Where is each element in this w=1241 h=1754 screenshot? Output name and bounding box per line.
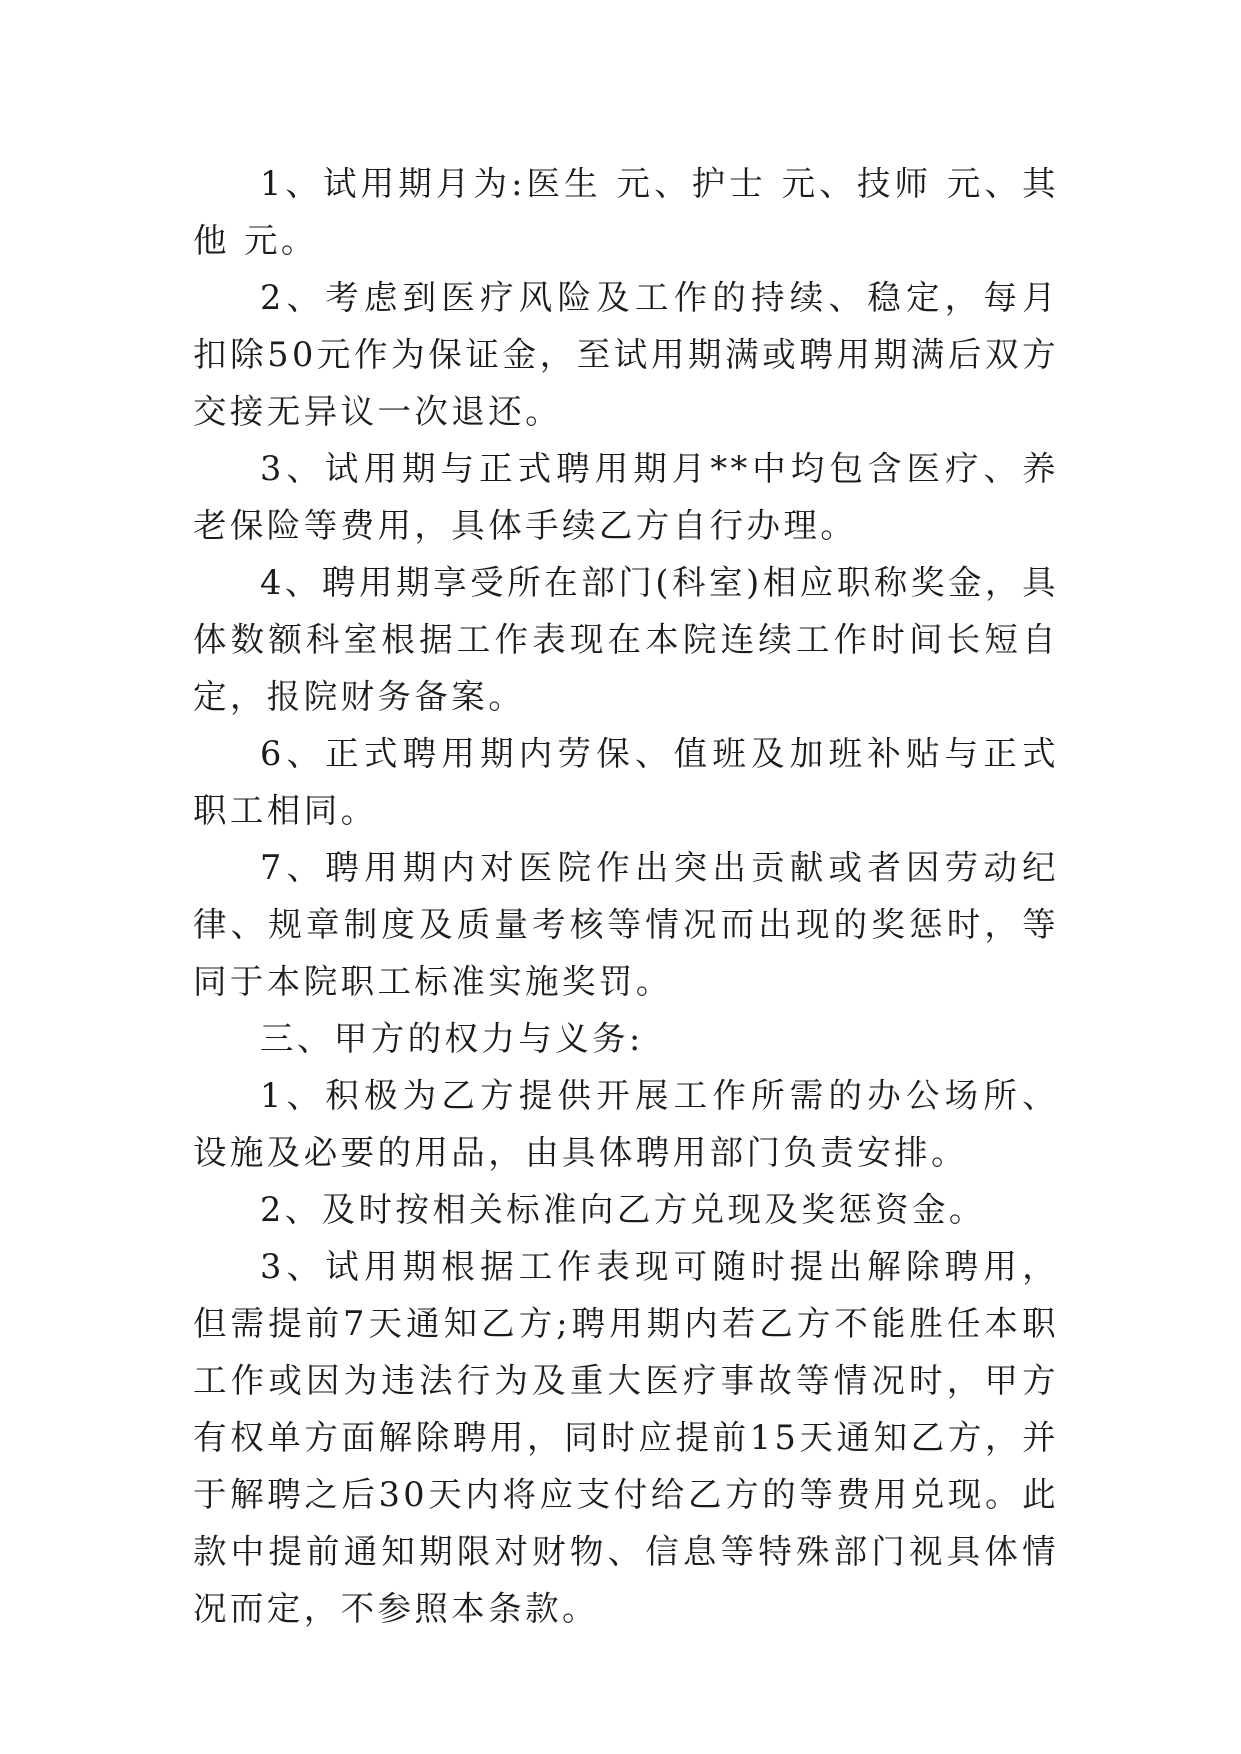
- document-body: [193, 155, 1059, 1637]
- paragraph-bonus: 4、聘用期享受所在部门(科室)相应职称奖金，具体数额科室根据工作表现在本院连续工作时间长短自定，报院财务备案。: [193, 563, 1059, 716]
- section-heading-party-a-rights: 三、甲方的权力与义务:: [260, 1019, 644, 1058]
- paragraph-allowance: 6、正式聘用期内劳保、值班及加班补贴与正式职工相同。: [193, 734, 1059, 830]
- paragraph-termination: 3、试用期根据工作表现可随时提出解除聘用，但需提前7天通知乙方;聘用期内若乙方不能胜任本职工作或因为违法行为及重大医疗事故等情况时，甲方有权单方面解除聘用，同时应提前15天通知乙方，并于解聘之后30天内将应支付给乙方的等费用兑现。此款中提前通知期限对财物、信息等特殊部门视具体情况而定，不参照本条款。: [193, 1247, 1059, 1628]
- paragraph-salary-probation: 1、试用期月为:医生 元、护士 元、技师 元、其他 元。: [193, 164, 1059, 260]
- paragraph-insurance: 3、试用期与正式聘用期月**中均包含医疗、养老保险等费用，具体手续乙方自行办理。: [193, 449, 1059, 545]
- paragraph-rewards-penalties: 7、聘用期内对医院作出突出贡献或者因劳动纪律、规章制度及质量考核等情况而出现的奖惩时，等同于本院职工标准实施奖罚。: [193, 848, 1059, 1001]
- paragraph-payment: 2、及时按相关标准向乙方兑现及奖惩资金。: [260, 1190, 986, 1229]
- paragraph-workplace: 1、积极为乙方提供开展工作所需的办公场所、设施及必要的用品，由具体聘用部门负责安排。: [193, 1076, 1059, 1172]
- paragraph-deposit: 2、考虑到医疗风险及工作的持续、稳定，每月扣除50元作为保证金，至试用期满或聘用期满后双方交接无异议一次退还。: [193, 278, 1059, 431]
